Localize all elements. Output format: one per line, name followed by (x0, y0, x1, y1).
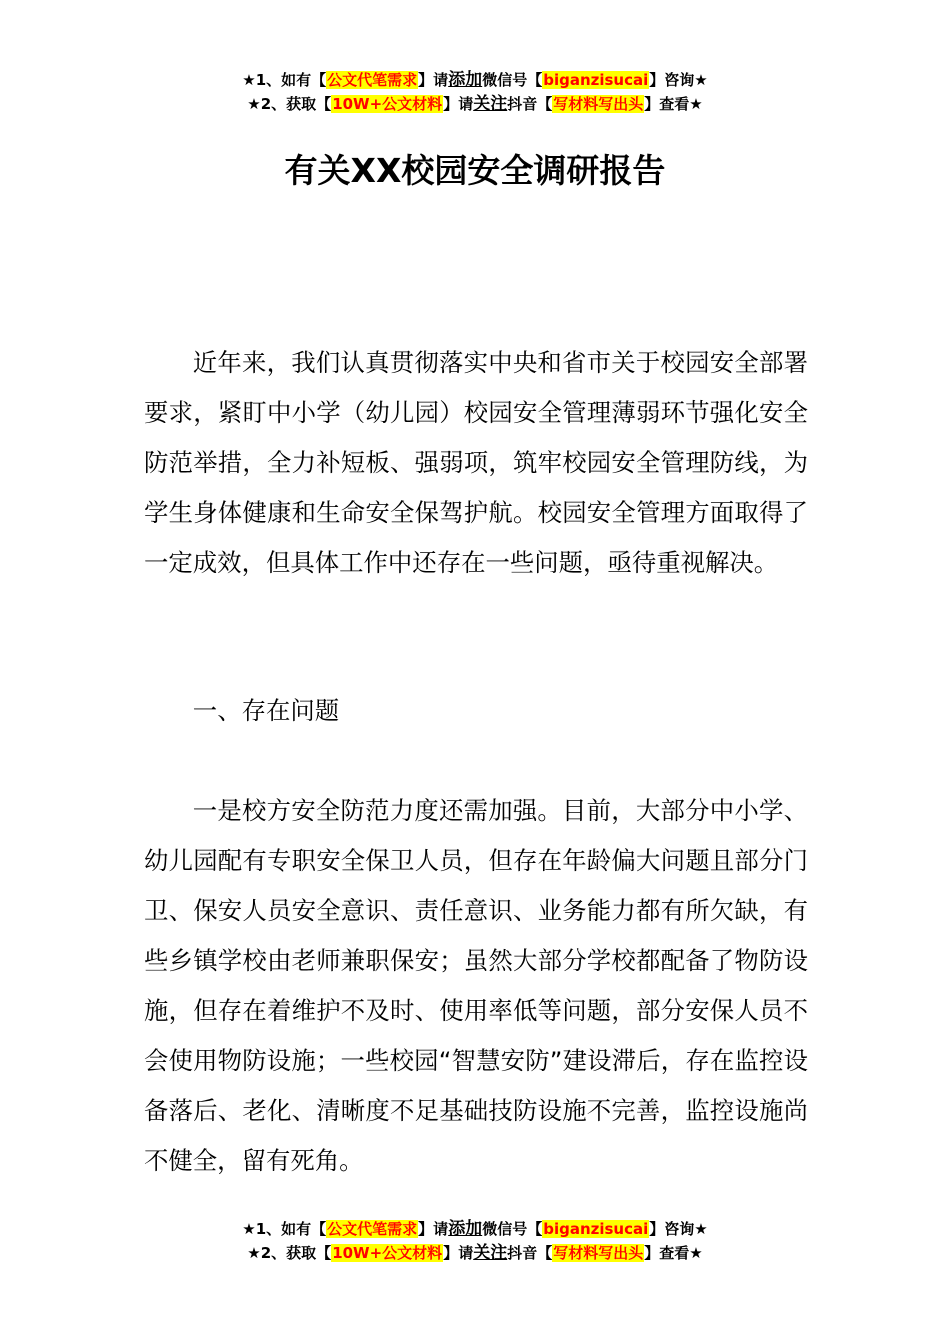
banner-emphasis: 关注 (473, 1243, 508, 1263)
banner-highlight: 10W+公文材料 (332, 95, 443, 113)
banner-text: 微信号【 (482, 1220, 543, 1238)
banner-text: 抖音【 (507, 1244, 553, 1262)
banner-text: 】请 (443, 1244, 474, 1262)
banner-highlight: biganzisucai (543, 1220, 649, 1238)
banner-text: 】查看★ (644, 1244, 703, 1262)
banner-emphasis: 关注 (473, 94, 508, 114)
banner-text: ★1、如有【 (242, 1220, 327, 1238)
banner-text: 】咨询★ (649, 71, 708, 89)
banner-text: 】请 (418, 1220, 449, 1238)
banner-line-2 (0, 1241, 950, 1265)
banner-text: 】请 (418, 71, 449, 89)
banner-text: 】咨询★ (649, 1220, 708, 1238)
banner-emphasis: 添加 (448, 70, 483, 90)
banner-text: 】请 (443, 95, 474, 113)
banner-line-1 (0, 1217, 950, 1241)
banner-text: 】查看★ (644, 95, 703, 113)
banner-text: ★2、获取【 (247, 95, 332, 113)
banner-emphasis: 添加 (448, 1219, 483, 1239)
section-heading: 一、存在问题 (192, 696, 340, 725)
paragraph-problem-1: 一是校方安全防范力度还需加强。目前，大部分中小学、幼儿园配有专职安全保卫人员，但存在年龄偏大问题且部分门卫、保安人员安全意识、责任意识、业务能力都有所欠缺，有些乡镇学校由老师兼职保安；虽然大部分学校都配备了物防设施，但存在着维护不及时、使用率低等问题，部分安保人员不会使用物防设施；一些校园“智慧安防”建设滞后，存在监控设备落后、老化、清晰度不足基础技防设施不完善，监控设施尚不健全，留有死角。 (144, 796, 808, 1175)
banner-highlight: 10W+公文材料 (332, 1244, 443, 1262)
banner-highlight: 写材料写出头 (553, 1244, 644, 1262)
banner-line-1 (0, 68, 950, 92)
banner-highlight: 公文代笔需求 (327, 1220, 418, 1238)
banner-text: 抖音【 (507, 95, 553, 113)
banner-text: 微信号【 (482, 71, 543, 89)
banner-line-2 (0, 92, 950, 116)
header-banner (0, 68, 950, 116)
banner-text: ★1、如有【 (242, 71, 327, 89)
banner-highlight: biganzisucai (543, 71, 649, 89)
banner-highlight: 写材料写出头 (553, 95, 644, 113)
banner-highlight: 公文代笔需求 (327, 71, 418, 89)
paragraph-intro: 近年来，我们认真贯彻落实中央和省市关于校园安全部署要求，紧盯中小学（幼儿园）校园安全管理薄弱环节强化安全防范举措，全力补短板、强弱项，筑牢校园安全管理防线，为学生身体健康和生命安全保驾护航。校园安全管理方面取得了一定成效，但具体工作中还存在一些问题，亟待重视解决。 (144, 348, 808, 577)
footer-banner (0, 1217, 950, 1265)
banner-text: ★2、获取【 (247, 1244, 332, 1262)
document-title: 有关XX校园安全调研报告 (284, 151, 666, 190)
